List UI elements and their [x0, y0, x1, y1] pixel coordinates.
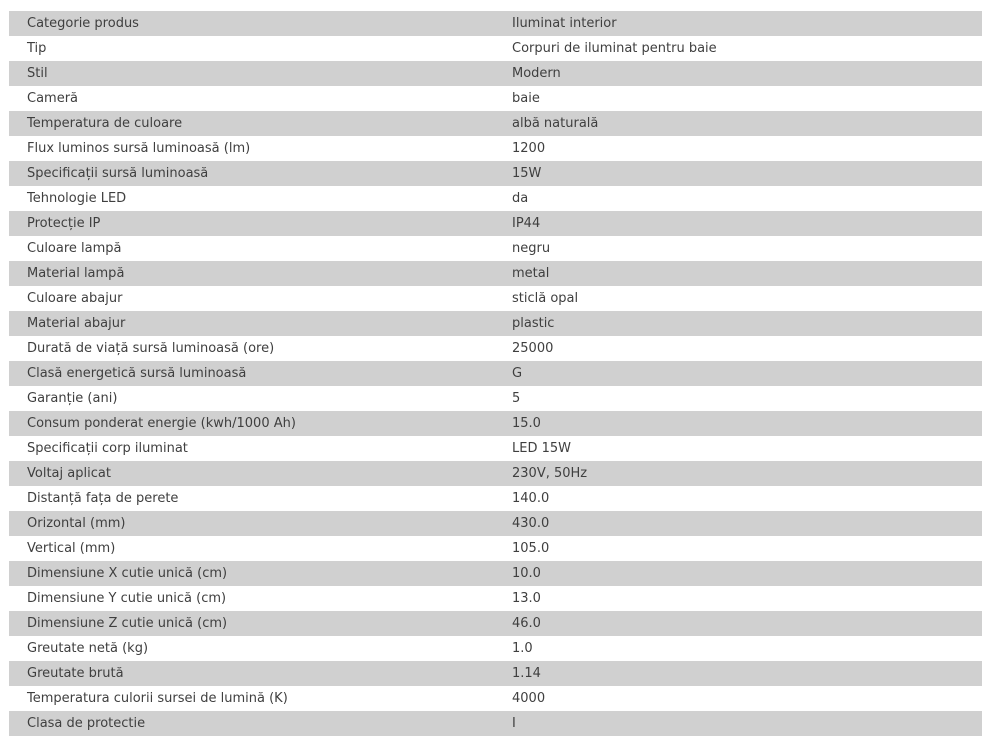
spec-label: Temperatura culorii sursei de lumină (K): [27, 691, 288, 706]
spec-label: Material abajur: [9, 311, 494, 336]
spec-label: Protecție IP: [9, 211, 494, 236]
spec-value: 15W: [494, 161, 982, 186]
spec-value: 5: [512, 391, 521, 406]
spec-label: Stil: [9, 61, 494, 86]
spec-row: [9, 661, 982, 686]
spec-row: [9, 36, 982, 61]
spec-value: Modern: [494, 61, 982, 86]
spec-row: [9, 536, 982, 561]
spec-label: Voltaj aplicat: [9, 461, 494, 486]
spec-label: Dimensiune Z cutie unică (cm): [9, 611, 494, 636]
spec-row: [9, 361, 982, 386]
spec-row: [9, 11, 982, 36]
spec-label: Temperatura de culoare: [9, 111, 494, 136]
spec-value: 105.0: [512, 541, 550, 556]
spec-row: [9, 411, 982, 436]
spec-label: Dimensiune Y cutie unică (cm): [27, 591, 227, 606]
spec-label: Categorie produs: [9, 11, 494, 36]
spec-label: Cameră: [27, 91, 79, 106]
spec-value: 25000: [512, 341, 554, 356]
spec-row: [9, 236, 982, 261]
spec-label: Clasă energetică sursă luminoasă: [9, 361, 494, 386]
spec-row: [9, 286, 982, 311]
spec-label: Orizontal (mm): [9, 511, 494, 536]
spec-value: 430.0: [494, 511, 982, 536]
spec-value: 1200: [512, 141, 546, 156]
spec-label: Distanță fața de perete: [27, 491, 179, 506]
spec-value: IP44: [494, 211, 982, 236]
spec-label: Clasa de protectie: [9, 711, 494, 736]
spec-label: Vertical (mm): [27, 541, 116, 556]
spec-row: [9, 461, 982, 486]
spec-label: Specificații sursă luminoasă: [9, 161, 494, 186]
spec-value: 1.14: [494, 661, 982, 686]
spec-label: Consum ponderat energie (kwh/1000 Ah): [9, 411, 494, 436]
spec-label: Garanție (ani): [27, 391, 118, 406]
spec-value: da: [512, 191, 529, 206]
spec-row: [9, 611, 982, 636]
spec-value: LED 15W: [512, 441, 571, 456]
spec-row: [9, 186, 982, 211]
spec-value: 13.0: [512, 591, 541, 606]
specifications-table-body: [9, 11, 982, 736]
spec-value: 1.0: [512, 641, 533, 656]
spec-label: Culoare abajur: [27, 291, 123, 306]
spec-row: [9, 311, 982, 336]
spec-value: 10.0: [494, 561, 982, 586]
spec-label: Greutate netă (kg): [27, 641, 149, 656]
spec-label: Flux luminos sursă luminoasă (lm): [27, 141, 251, 156]
spec-value: I: [494, 711, 982, 736]
spec-row: [9, 136, 982, 161]
spec-value: 15.0: [494, 411, 982, 436]
spec-value: albă naturală: [494, 111, 982, 136]
spec-row: [9, 211, 982, 236]
spec-label: Durată de viață sursă luminoasă (ore): [27, 341, 275, 356]
specifications-table: [9, 11, 982, 736]
spec-row: [9, 111, 982, 136]
spec-value: baie: [512, 91, 540, 106]
spec-row: [9, 386, 982, 411]
spec-value: G: [494, 361, 982, 386]
spec-value: sticlă opal: [512, 291, 579, 306]
spec-row: [9, 561, 982, 586]
spec-row: [9, 261, 982, 286]
spec-row: [9, 711, 982, 736]
spec-label: Material lampă: [9, 261, 494, 286]
spec-row: [9, 161, 982, 186]
spec-value: plastic: [494, 311, 982, 336]
spec-value: Corpuri de iluminat pentru baie: [512, 41, 717, 56]
spec-label: Dimensiune X cutie unică (cm): [9, 561, 494, 586]
spec-value: Iluminat interior: [494, 11, 982, 36]
spec-label: Tehnologie LED: [27, 191, 127, 206]
spec-row: [9, 436, 982, 461]
spec-row: [9, 336, 982, 361]
spec-label: Greutate brută: [9, 661, 494, 686]
spec-value: 46.0: [494, 611, 982, 636]
spec-row: [9, 586, 982, 611]
spec-row: [9, 511, 982, 536]
spec-row: [9, 686, 982, 711]
spec-value: 140.0: [512, 491, 550, 506]
spec-value: metal: [494, 261, 982, 286]
spec-label: Specificații corp iluminat: [27, 441, 188, 456]
spec-row: [9, 86, 982, 111]
spec-label: Tip: [27, 41, 47, 56]
spec-value: 230V, 50Hz: [494, 461, 982, 486]
spec-value: negru: [512, 241, 551, 256]
spec-value: 4000: [512, 691, 546, 706]
spec-row: [9, 486, 982, 511]
spec-row: [9, 636, 982, 661]
spec-label: Culoare lampă: [27, 241, 122, 256]
spec-row: [9, 61, 982, 86]
